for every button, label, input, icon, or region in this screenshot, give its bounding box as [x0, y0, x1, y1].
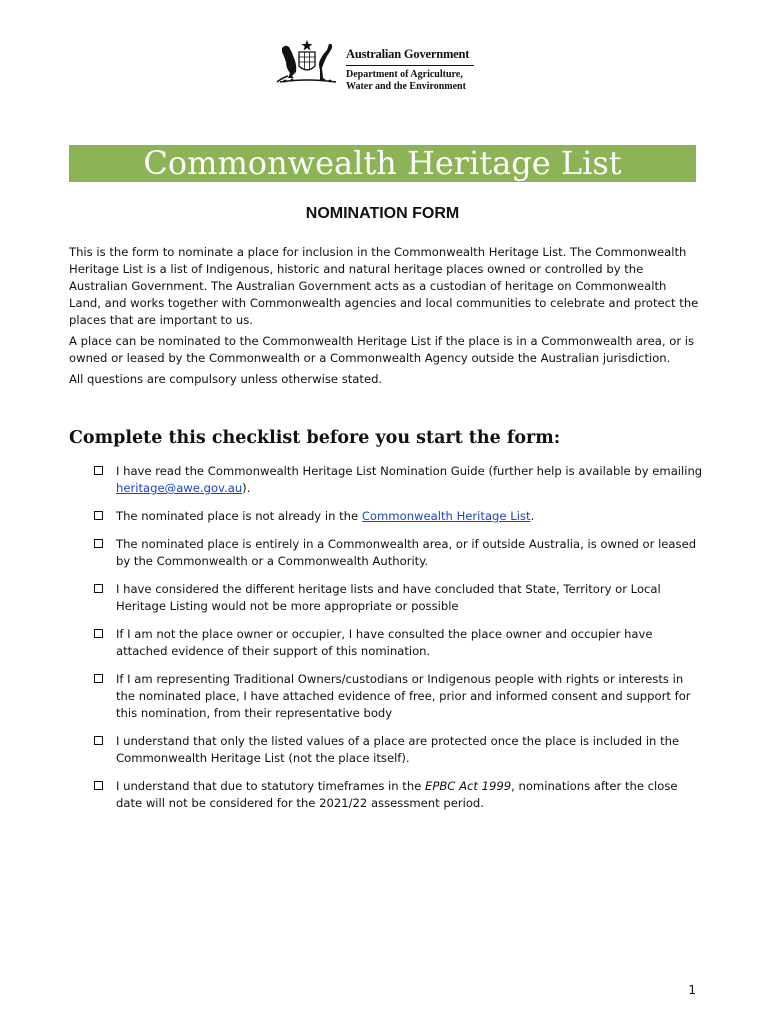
- checklist-item-traditional-owners: [93, 671, 703, 722]
- checklist-text: If I am not the place owner or occupier, I have consulted the place owner and occupier have attached evidence of their support of this nomination.: [116, 627, 653, 658]
- checklist-item-not-listed: [93, 508, 703, 525]
- checklist: [93, 463, 703, 823]
- department-line-2: Water and the Environment: [346, 81, 466, 92]
- heritage-list-link[interactable]: Commonwealth Heritage List: [361, 509, 531, 523]
- checklist-text-end: ).: [242, 481, 251, 495]
- government-name: Australian Government: [346, 47, 474, 66]
- checkbox[interactable]: [94, 629, 103, 638]
- checklist-text: I understand that only the listed values of a place are protected once the place is included in the Commonwealth Heritage List (not the place itself).: [116, 734, 680, 765]
- department-line-1: Department of Agriculture,: [346, 69, 463, 80]
- checkbox[interactable]: [94, 539, 103, 548]
- intro-text: [69, 244, 699, 392]
- email-link[interactable]: heritage@awe.gov.au: [116, 481, 243, 495]
- government-logo: [274, 38, 494, 96]
- checklist-item-timeframes: [93, 778, 703, 812]
- checklist-text-end: , nominations after the close date will not be considered for the 2021/22 assessment period.: [116, 779, 678, 810]
- checklist-item-read-guide: [93, 463, 703, 497]
- act-name: EPBC Act 1999: [425, 779, 512, 793]
- title-banner: Commonwealth Heritage List: [69, 145, 696, 182]
- checkbox[interactable]: [94, 674, 103, 683]
- intro-paragraph-1: This is the form to nominate a place for inclusion in the Commonwealth Heritage List. The Commonwealth Heritage List is a list of Indigenous, historic and natural heritage places owned or controlled by the Australian Government. The Australian Government acts as a custodian of heritage on Commonwealth Land, and works together with Commonwealth agencies and local communities to celebrate and protect the places that are important to us.: [69, 245, 699, 327]
- checklist-text: I have read the Commonwealth Heritage List Nomination Guide (further help is available by emailing: [116, 464, 703, 478]
- checklist-text: I understand that due to statutory timeframes in the: [116, 779, 426, 793]
- intro-paragraph-3: All questions are compulsory unless otherwise stated.: [69, 372, 383, 386]
- checkbox[interactable]: [94, 511, 103, 520]
- coat-of-arms-icon: [274, 38, 342, 84]
- checkbox[interactable]: [94, 736, 103, 745]
- intro-paragraph-2: A place can be nominated to the Commonwealth Heritage List if the place is in a Commonwealth area, or is owned or leased by the Commonwealth or a Commonwealth Agency outside the Australian jurisdiction.: [69, 334, 695, 365]
- checklist-text: The nominated place is entirely in a Commonwealth area, or if outside Australia, is owned or leased by the Commonwealth or a Commonwealth Authority.: [116, 537, 697, 568]
- checklist-text-end: .: [530, 509, 535, 523]
- checklist-heading: Complete this checklist before you start the form:: [69, 428, 561, 448]
- page-number: 1: [688, 983, 696, 997]
- checklist-item-commonwealth-area: [93, 536, 703, 570]
- checklist-text: If I am representing Traditional Owners/custodians or Indigenous people with rights or interests in the nominated place, I have attached evidence of free, prior and informed consent and support for this nomination, from their representative body: [116, 672, 691, 720]
- checklist-text: I have considered the different heritage lists and have concluded that State, Territory or Local Heritage Listing would not be more appropriate or possible: [116, 582, 661, 613]
- form-subtitle: NOMINATION FORM: [305, 205, 460, 222]
- department-name: [346, 69, 466, 93]
- checkbox[interactable]: [94, 466, 103, 475]
- checkbox[interactable]: [94, 584, 103, 593]
- checklist-item-listed-values: [93, 733, 703, 767]
- checklist-text: The nominated place is not already in the: [116, 509, 362, 523]
- checklist-item-other-lists: [93, 581, 703, 615]
- checkbox[interactable]: [94, 781, 103, 790]
- checklist-item-owner-consulted: [93, 626, 703, 660]
